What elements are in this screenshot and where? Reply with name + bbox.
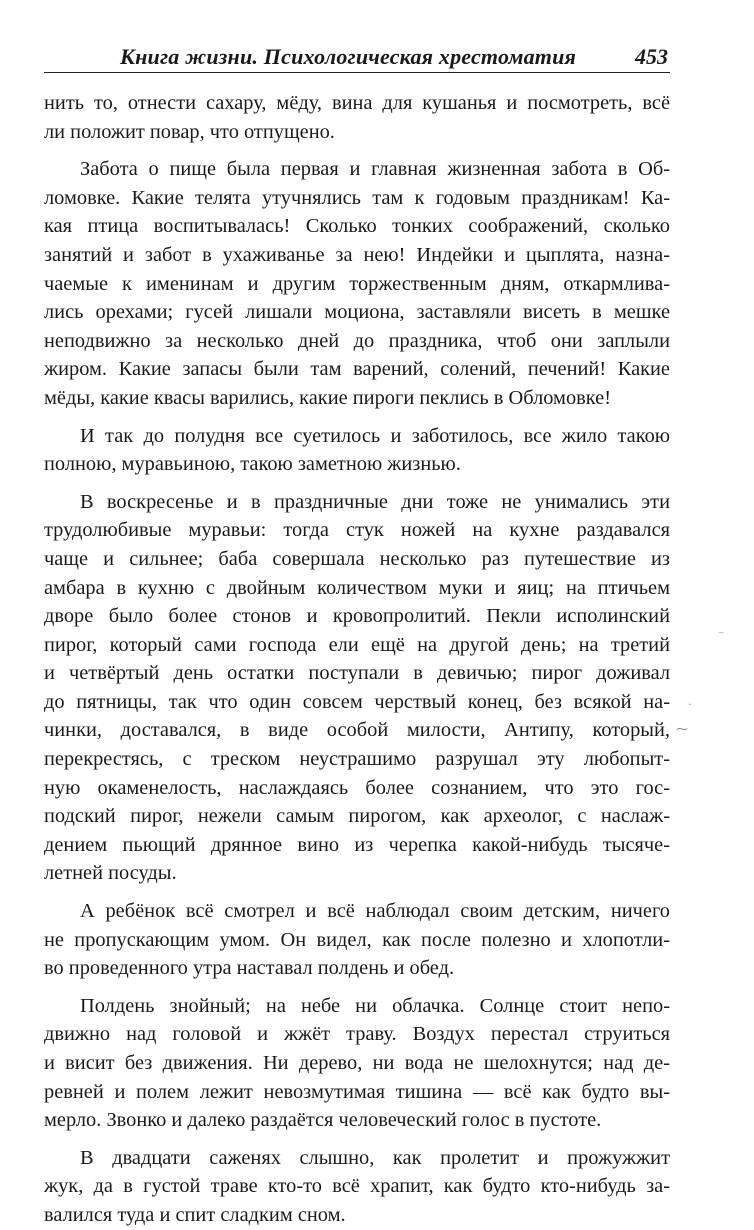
text-line: летней посуды. [44,862,177,885]
text-line: во проведенного утра наставал полдень и обед. [44,957,455,980]
text-line: Полдень знойный; на небе ни облачка. Солнце стоит непо- [80,994,670,1017]
paragraph-gap [44,983,670,992]
paragraph [44,992,670,1135]
paragraph-gap [44,413,670,422]
text-line: нить то, отнести сахару, мёду, вина для кушанья и посмотреть, всё [44,92,670,114]
paragraph [44,422,670,479]
paragraph-gap [44,479,670,488]
text-line: трудолюбивые муравьи: тогда стук ножей на кухне раздавался [44,519,670,542]
page-number: 453 [635,44,668,69]
text-line: В двадцати саженях слышно, как пролетит и прожужжит [80,1146,670,1169]
text-line: ли положит повар, что отпущено. [44,120,335,143]
text-line: Забота о пище была первая и главная жизненная забота в Об- [80,158,670,181]
text-line: чаще и сильнее; баба совершала несколько раз путешествие из [44,547,670,570]
running-title: Книга жизни. Психологическая хрестоматия [120,44,577,69]
text-line: перекрестясь, с треском неустрашимо разрушал эту любопыт- [44,748,670,771]
text-line: В воскресенье и в праздничные дни тоже не унимались эти [80,490,670,513]
paragraph [44,897,670,983]
text-line: подский пирог, нежели самым пирогом, как археолог, с наслаж- [44,805,670,828]
body-text [44,89,670,1230]
text-line: мерло. Звонко и далеко раздаётся человеческий голос в пустоте. [44,1109,602,1132]
paragraph [44,89,670,146]
text-line: жиром. Какие запасы были там варений, солений, печений! Какие [44,358,670,381]
running-header [44,38,670,72]
text-line: лись орехами; гусей лишали моциона, заставляли висеть в мешке [44,301,670,324]
text-line: полною, муравьиною, такою заметною жизнью. [44,453,461,476]
scan-mark: ⁓ [676,722,688,736]
text-line: пирог, который сами господа ели ещё на другой день; на третий [44,633,670,656]
text-line: ревней и полем лежит невозмутимая тишина — всё как будто вы- [44,1080,670,1103]
text-line: занятий и забот в ухаживанье за нею! Индейки и цыплята, назна- [44,243,670,266]
paragraph [44,155,670,412]
text-line: не пропускающим умом. Он видел, как после полезно и хлопотли- [44,928,670,951]
text-line: до пятницы, так что один совсем черствый конец, без всякой на- [44,690,670,713]
header-rule [44,72,670,73]
paragraph [44,488,670,888]
text-line: мёды, какие квасы варились, какие пироги пеклись в Обломовке! [44,386,612,409]
text-line: кая птица воспитывалась! Сколько тонких соображений, сколько [44,215,670,238]
text-line: ломовке. Какие телята утучнялись там к годовым праздникам! Ка- [44,186,670,209]
text-line: ную окаменелость, наслаждаясь более сознанием, что это гос- [44,776,670,799]
text-line: неподвижно за несколько дней до праздника, чтоб они заплыли [44,329,670,352]
text-line: валился туда и спит сладким сном. [44,1203,346,1226]
text-line: дением пьющий дрянное вино из черепка какой-нибудь тысяче- [44,833,670,856]
paragraph-gap [44,1135,670,1144]
text-line: чинки, доставался, в виде особой милости, Антипу, который, [44,719,670,742]
text-line: и четвёртый день остатки поступали в девичью; пирог доживал [44,662,670,685]
paragraph [44,1144,670,1230]
text-line: дворе было более стонов и кровопролитий. Пекли исполинский [44,605,670,628]
paragraph-gap [44,888,670,897]
text-line: амбара в кухню с двойным количеством муки и яиц; на птичьем [44,576,670,599]
text-line: движно над головой и жжёт траву. Воздух перестал струиться [44,1023,670,1046]
text-line: А ребёнок всё смотрел и всё наблюдал своим детским, ничего [80,900,670,923]
text-line: и висит без движения. Ни дерево, ни вода не шелохнутся; над де- [44,1052,670,1074]
text-line: И так до полудня все суетилось и заботилось, все жило такою [80,424,670,447]
text-line: чаемые к именинам и другим торжественным дням, откармлива- [44,272,670,295]
text-line: жук, да в густой траве кто-то всё храпит, как будто кто-нибудь за- [44,1175,670,1198]
scan-mark: · [688,697,692,711]
paragraph-gap [44,146,670,155]
scan-mark: ⁻ [718,628,725,642]
